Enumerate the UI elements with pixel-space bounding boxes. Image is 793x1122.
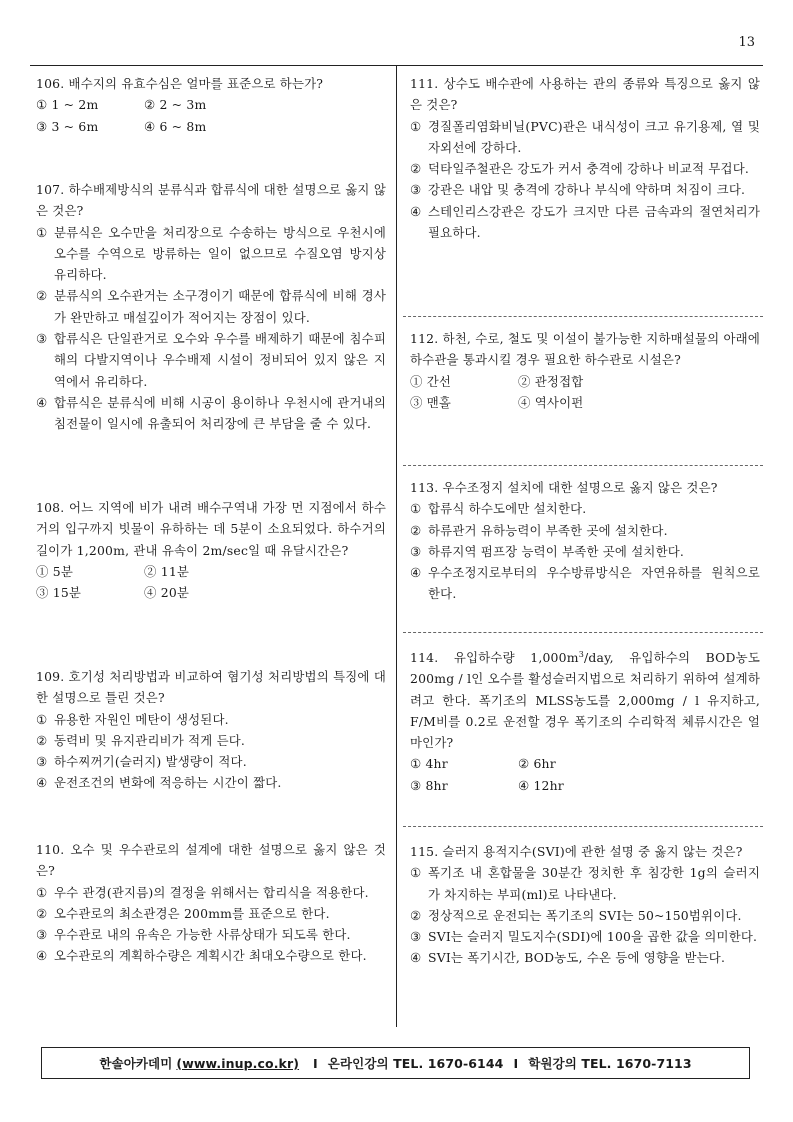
option-4: ④ 합류식은 분류식에 비해 시공이 용이하나 우천시에 관거내의 침전물이 일시에 유출되어 처리장에 큰 부담을 줄 수 있다.: [36, 394, 386, 432]
option-2: ② 덕타일주철관은 강도가 커서 충격에 강하나 비교적 무겁다.: [410, 161, 750, 177]
option-1: ① 합류식 하수도에만 설치한다.: [410, 501, 587, 517]
option-4: ④ SVI는 폭기시간, BOD농도, 수온 등에 영향을 받는다.: [410, 950, 726, 966]
option-3: ③ 맨홀: [410, 394, 452, 410]
question-107: [36, 179, 386, 435]
option-2: ② 11분: [144, 563, 190, 579]
footer-online-tel: 온라인강의 TEL. 1670-6144: [327, 1056, 504, 1071]
question-separator: [403, 632, 763, 633]
option-3: ③ 하수찌꺼기(슬러지) 발생량이 적다.: [36, 754, 247, 770]
question-109: [36, 666, 386, 794]
footer-url-link[interactable]: (www.inup.co.kr): [176, 1055, 300, 1071]
question-stem: 109. 호기성 처리방법과 비교하여 혐기성 처리방법의 특징에 대한 설명으로 틀린 것은?: [36, 669, 386, 706]
question-separator: [403, 465, 763, 466]
option-1: ① 4hr: [410, 756, 448, 772]
option-1: ① 유용한 자원인 메탄이 생성된다.: [36, 711, 229, 727]
question-stem: 110. 오수 및 우수관로의 설계에 대한 설명으로 옳지 않은 것은?: [36, 842, 386, 879]
option-4: ④ 오수관로의 계획하수량은 계획시간 최대오수량으로 한다.: [36, 948, 367, 964]
option-3: ③ 3 ~ 6m: [36, 118, 99, 134]
question-106: [36, 73, 386, 137]
option-4: ④ 12hr: [518, 777, 564, 793]
option-3: ③ 합류식은 단일관거로 오수와 우수를 배제하기 때문에 침수피해의 다발지역이나 우수배제 시설이 정비되어 있지 않은 지역에서 유리하다.: [36, 331, 386, 389]
option-3: ③ 하류지역 펌프장 능력이 부족한 곳에 설치한다.: [410, 543, 685, 559]
question-stem: 112. 하천, 수로, 철도 및 이설이 불가능한 지하매설물의 아래에 하수관을 통과시킬 경우 필요한 하수관로 시설은?: [410, 331, 760, 368]
option-grid: [410, 753, 760, 796]
option-1: ① 분류식은 오수만을 처리장으로 수송하는 방식으로 우천시에 오수를 수역으로 방류하는 일이 없으므로 수질오염 방지상 유리하다.: [36, 224, 386, 283]
option-grid: [410, 371, 760, 414]
footer-banner: [41, 1047, 750, 1079]
footer-separator: I: [513, 1055, 519, 1071]
option-4: ④ 스테인리스강관은 강도가 크지만 다른 금속과의 절연처리가 필요하다.: [410, 203, 760, 241]
column-divider: [396, 66, 397, 1027]
option-2: ② 정상적으로 운전되는 폭기조의 SVI는 50~150범위이다.: [410, 907, 742, 923]
option-4: ④ 우수조정지로부터의 우수방류방식은 자연유하를 원칙으로 한다.: [410, 565, 760, 602]
option-2: ② 2 ~ 3m: [144, 97, 207, 113]
option-grid: [36, 561, 386, 604]
option-1: ① 5분: [36, 563, 73, 579]
question-108: [36, 497, 386, 603]
option-3: ③ 우수관로 내의 유속은 가능한 사류상태가 되도록 한다.: [36, 927, 351, 943]
footer-separator: I: [313, 1055, 318, 1071]
option-2: ② 오수관로의 최소관경은 200mm를 표준으로 한다.: [36, 905, 330, 921]
option-4: ④ 20분: [144, 585, 190, 601]
option-1: ① 우수 관경(관지름)의 결정을 위해서는 합리식을 적용한다.: [36, 884, 369, 900]
option-3: ③ 8hr: [410, 777, 448, 793]
option-2: ② 동력비 및 유지관리비가 적게 든다.: [36, 732, 246, 748]
question-114: [410, 647, 760, 796]
option-1: ① 1 ~ 2m: [36, 97, 99, 113]
question-stem: 115. 슬러지 용적지수(SVI)에 관한 설명 중 옳지 않는 것은?: [410, 844, 743, 859]
question-stem: 111. 상수도 배수관에 사용하는 관의 종류와 특징으로 옳지 않은 것은?: [410, 76, 760, 113]
option-1: ① 경질폴리염화비닐(PVC)관은 내식성이 크고 유기용제, 열 및 자외선에 강하다.: [410, 118, 760, 155]
question-stem: 107. 하수배제방식의 분류식과 합류식에 대한 설명으로 옳지 않은 것은?: [36, 182, 386, 219]
question-115: [410, 841, 760, 969]
option-3: ③ SVI는 슬러지 밀도지수(SDI)에 100을 곱한 값을 의미한다.: [410, 929, 758, 945]
question-stem: 114. 유입하수량 $1,000m^3$/day, 유입하수의 BOD농도 200mg / l인 오수를 활성슬러지법으로 처리하기 위하여 설계하려고 한다. 폭기조의 MLSS농도를 2,000mg / l 유지하고, F/M비를 0.2로 운전할 경우 폭기조의 수리학적 체류시간은 얼마인가?: [410, 649, 761, 751]
option-2: ② 하류관거 유하능력이 부족한 곳에 설치한다.: [410, 522, 668, 538]
footer-academy: 한솔아카데미: [99, 1056, 173, 1071]
option-3: ③ 강관은 내압 및 충격에 강하나 부식에 약하며 처짐이 크다.: [410, 182, 746, 198]
question-stem: 108. 어느 지역에 비가 내려 배수구역내 가장 먼 지점에서 하수거의 입구까지 빗물이 유하하는 데 5분이 소요되었다. 하수거의 길이가 1,200m, 관내 유속이 2m/sec일 때 유달시간은?: [36, 500, 386, 558]
page-number: 13: [738, 35, 755, 50]
option-4: ④ 역사이펀: [518, 394, 584, 410]
option-2: ② 분류식의 오수관거는 소구경이기 때문에 합류식에 비해 경사가 완만하고 매설깊이가 적어지는 장점이 있다.: [36, 288, 386, 325]
footer-offline-tel: 학원강의 TEL. 1670-7113: [528, 1056, 692, 1071]
option-1: ① 폭기조 내 혼합물을 30분간 정치한 후 침강한 1g의 슬러지가 차지하는 부피(ml)로 나타낸다.: [410, 865, 760, 902]
option-2: ② 관정접합: [518, 373, 584, 389]
option-1: ① 간선: [410, 373, 452, 389]
option-3: ③ 15분: [36, 585, 82, 601]
question-separator: [403, 316, 763, 317]
question-111: [410, 73, 760, 243]
question-110: [36, 839, 386, 967]
question-112: [410, 328, 760, 413]
option-grid: [36, 94, 386, 137]
option-2: ② 6hr: [518, 756, 556, 772]
option-4: ④ 운전조건의 변화에 적응하는 시간이 짧다.: [36, 775, 282, 791]
question-stem: 113. 우수조정지 설치에 대한 설명으로 옳지 않은 것은?: [410, 480, 718, 495]
question-stem: 106. 배수지의 유효수심은 얼마를 표준으로 하는가?: [36, 76, 324, 91]
option-4: ④ 6 ~ 8m: [144, 118, 207, 134]
question-separator: [403, 826, 763, 827]
question-113: [410, 477, 760, 605]
